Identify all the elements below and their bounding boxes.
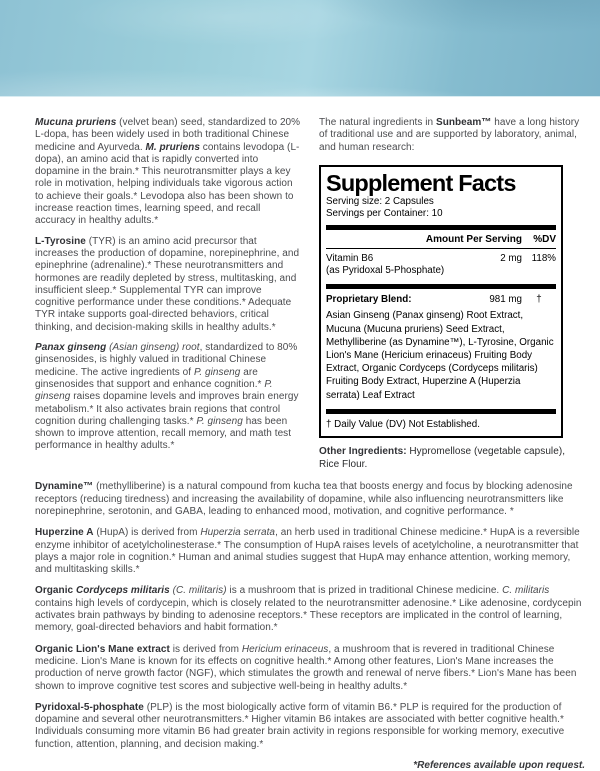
paragraph-dynamine: Dynamine™ (methylliberine) is a natural compound from kucha tea that boosts energy and focus by blocking adenosine receptors (reducing tiredness) and increasing the availability of dopamine, while also influencing neurotransmitters like norepinephrine, serotonin, and GABA, leading to enhanced mood, motivation, and cognitive performance. * [35,481,573,517]
bottom-section [35,481,585,751]
paragraph-l-tyrosine: L-Tyrosine (TYR) is an amino acid precursor that increases the production of dopamine, norepinephrine, and epinephrine (adrenaline).* These neurotransmitters and hormones are readily depleted by stress, multitasking, and insufficient sleep.* Supplemental TYR can improve cognitive performance under these conditions.* Adequate TYR intake supports goal-directed behaviors, critical thinking, and decision-making skills in healthy adults.* [35,235,300,333]
serving-size-line: Serving size: 2 Capsules [326,195,434,207]
paragraph-cordyceps-militaris: Organic Cordyceps militaris (C. militaris) is a mushroom that is prized in traditional Chinese medicine. C. militaris contains high levels of cordycepin, which is closely related to the neurotransmitter adenosine.* Like adenosine, cordycepin activates brain pathways by binding to adenosine receptors.* These receptors are implicated in the control of learning, memory, goal-directed behaviors and habit formation.* [35,585,582,634]
paragraph-mucuna-pruriens: Mucuna pruriens (velvet bean) seed, standardized to 20% L-dopa, has been widely used in both traditional Chinese medicine and Ayurveda. M. pruriens contains levodopa (L-dopa), an amino acid that is rapidly converted into dopamine in the brain.* This neurotransmitter plays a key role in motivation, helping individuals take vigorous action to achieve their goals.* Levodopa also has been shown to increase reaction times, learning speed, and recall accuracy in healthy adults.* [35,117,301,227]
facts-header-row [326,233,556,249]
vitamin-b6-detail: (as Pyridoxal 5-Phosphate) [326,265,445,277]
supplement-facts-title: Supplement Facts [326,169,516,196]
vitamin-b6-row [326,251,556,280]
amount-per-serving-header: Amount Per Serving [425,233,522,245]
other-ingredients-text: Other Ingredients: Hypromellose (vegetable capsule), Rice Flour. [319,445,566,470]
paragraph-panax-ginseng: Panax ginseng (Asian ginseng) root, standardized to 80% ginsenosides, is highly valued in traditional Chinese medicine. The active ingredients of P. ginseng are ginsenosides that support and enhance cognition.* P. ginseng raises dopamine levels and improves brain energy metabolism.* It also activates brain regions that control cognition during challenging tasks.* P. ginseng has been shown to improve attention, recall memory, and math test performance in healthy adults.* [35,342,299,452]
paragraph-huperzine-a: Huperzine A (HupA) is derived from Huperzia serrata, an herb used in traditional Chinese medicine.* HupA is a reversible enzyme inhibitor of acetylcholinesterase.* The consumption of HupA raises levels of acetylcholine, a neurotransmitter that plays a major role in cognition.* Human and animal studies suggest that HupA may enhance attention, working memory, and multitasking skills.* [35,527,580,576]
dv-footnote: † Daily Value (DV) Not Established. [326,418,480,430]
thick-divider [326,409,556,414]
vitamin-b6-dv: 118% [531,252,556,264]
proprietary-blend-row [326,292,556,309]
vitamin-b6-name [326,253,470,278]
right-column [319,117,585,479]
intro-text: The natural ingredients in Sunbeam™ have a long history of traditional use and are supported by laboratory, animal, and human research: [319,117,580,153]
sky-photo-banner [0,0,600,97]
supplement-facts-panel [319,165,563,438]
proprietary-blend-dv-dagger: † [536,293,542,305]
paragraph-pyridoxal-5-phosphate: Pyridoxal-5-phosphate (PLP) is the most biologically active form of vitamin B6.* PLP is required for the production of dopamine and several other neurotransmitters.* Higher vitamin B6 intakes are associated with better cognitive health.* Individuals consuming more vitamin B6 had greater brain activity in regions responsible for working memory, executive function, attention, planning, and decision making.* [35,701,565,750]
thick-divider [326,225,556,230]
vitamin-b6-amount: 2 mg [500,252,522,264]
vitamin-b6-label: Vitamin B6 [326,252,374,264]
references-note: *References available upon request. [413,760,585,771]
left-column [35,117,301,461]
paragraph-lions-mane: Organic Lion's Mane extract is derived from Hericium erinaceus, a mushroom that is revered in traditional Chinese medicine. Lion's Mane is known for its effects on cognitive health.* Among other features, Lion's Mane increases the production of nerve growth factor (NGF), which stimulates the growth and renewal of nerve fibers.* Lion's Mane has been shown to improve cognitive test scores and subjective well-being in healthy adults.* [35,643,577,692]
dv-header: %DV [533,233,556,245]
servings-per-container-line: Servings per Container: 10 [326,208,443,220]
proprietary-blend-amount: 981 mg [489,293,522,305]
proprietary-blend-label: Proprietary Blend: [326,293,412,305]
page-content [0,97,600,771]
two-column-area [35,117,585,479]
proprietary-blend-ingredients: Asian Ginseng (Panax ginseng) Root Extract, Mucuna (Mucuna pruriens) Seed Extract, Methylliberine (as Dynamine™), L-Tyrosine, Organic Lion's Mane (Hericium erinaceus) Fruiting Body Extract, Organic Cordyceps (Cordyceps militaris) Fruiting Body Extract, Huperzine A (Huperzia serrata) Leaf Extract [326,310,554,401]
thick-divider [326,284,556,289]
